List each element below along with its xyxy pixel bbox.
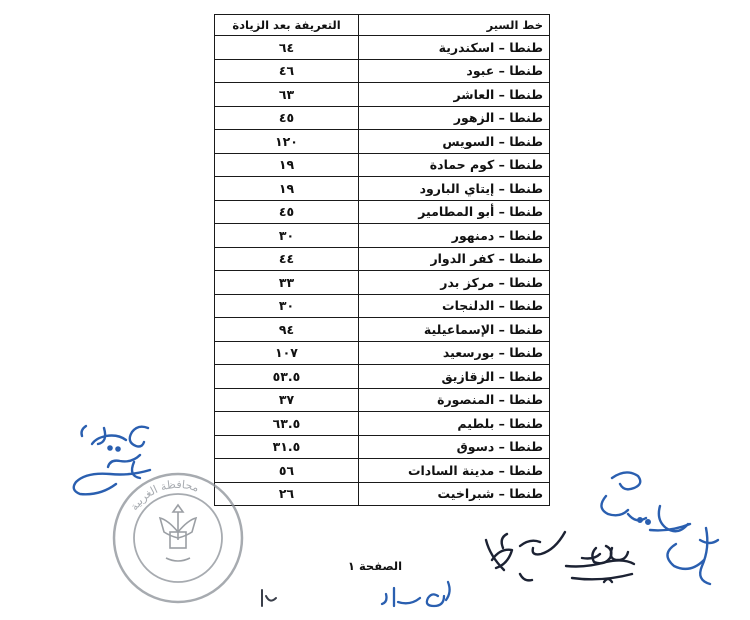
- eagle-emblem-icon: [160, 505, 196, 561]
- route-cell: طنطا – السويس: [359, 130, 550, 154]
- fare-cell: ٦٣: [215, 83, 359, 107]
- table-row: [215, 294, 550, 318]
- header-route: خط السير: [359, 15, 550, 36]
- header-fare: التعريفة بعد الزيادة: [215, 15, 359, 36]
- fare-cell: ٤٤: [215, 247, 359, 271]
- route-cell: طنطا – الزقازيق: [359, 365, 550, 389]
- fare-cell: ٤٦: [215, 59, 359, 83]
- table-row: [215, 36, 550, 60]
- center-right-signature: [486, 532, 634, 582]
- fare-cell: ١٢٠: [215, 130, 359, 154]
- route-cell: طنطا – بلطيم: [359, 412, 550, 436]
- right-signature: [601, 472, 718, 584]
- route-cell: طنطا – كفر الدوار: [359, 247, 550, 271]
- table-row: [215, 177, 550, 201]
- table-row: [215, 59, 550, 83]
- route-cell: طنطا – المنصورة: [359, 388, 550, 412]
- fare-cell: ٩٤: [215, 318, 359, 342]
- fare-cell: ١٩: [215, 153, 359, 177]
- fare-cell: ٣٠: [215, 294, 359, 318]
- fare-cell: ٢٦: [215, 482, 359, 506]
- fare-table: [214, 14, 550, 506]
- route-cell: طنطا – إيتاي البارود: [359, 177, 550, 201]
- table-row: [215, 412, 550, 436]
- route-cell: طنطا – الزهور: [359, 106, 550, 130]
- table-row: [215, 482, 550, 506]
- fare-cell: ٣١.٥: [215, 435, 359, 459]
- route-cell: طنطا – عبود: [359, 59, 550, 83]
- table-row: [215, 459, 550, 483]
- fare-cell: ٤٥: [215, 200, 359, 224]
- fare-table-body: [215, 36, 550, 506]
- center-signature: [382, 582, 450, 606]
- fare-cell: ٦٣.٥: [215, 412, 359, 436]
- route-cell: طنطا – العاشر: [359, 83, 550, 107]
- fare-cell: ٣٠: [215, 224, 359, 248]
- fare-cell: ١٠٧: [215, 341, 359, 365]
- table-row: [215, 200, 550, 224]
- left-signature: [74, 426, 150, 494]
- route-cell: طنطا – مركز بدر: [359, 271, 550, 295]
- route-cell: طنطا – كوم حمادة: [359, 153, 550, 177]
- fare-cell: ٥٣.٥: [215, 365, 359, 389]
- fare-cell: ٤٥: [215, 106, 359, 130]
- route-cell: طنطا – دسوق: [359, 435, 550, 459]
- fare-cell: ٦٤: [215, 36, 359, 60]
- route-cell: طنطا – اسكندرية: [359, 36, 550, 60]
- table-header-row: [215, 15, 550, 36]
- table-row: [215, 83, 550, 107]
- page-number: الصفحة ١: [347, 559, 403, 573]
- table-row: [215, 271, 550, 295]
- table-row: [215, 435, 550, 459]
- stamp-text: محافظة الغربية: [127, 477, 201, 513]
- small-scribble: [262, 590, 276, 606]
- fare-cell: ١٩: [215, 177, 359, 201]
- route-cell: طنطا – أبو المطامير: [359, 200, 550, 224]
- route-cell: طنطا – مدينة السادات: [359, 459, 550, 483]
- table-row: [215, 341, 550, 365]
- table-row: [215, 224, 550, 248]
- route-cell: طنطا – الإسماعيلية: [359, 318, 550, 342]
- fare-cell: ٣٧: [215, 388, 359, 412]
- fare-cell: ٣٣: [215, 271, 359, 295]
- table-row: [215, 106, 550, 130]
- route-cell: طنطا – الدلنجات: [359, 294, 550, 318]
- table-row: [215, 365, 550, 389]
- route-cell: طنطا – شبراخيت: [359, 482, 550, 506]
- route-cell: طنطا – بورسعيد: [359, 341, 550, 365]
- table-row: [215, 388, 550, 412]
- table-row: [215, 130, 550, 154]
- table-row: [215, 318, 550, 342]
- route-cell: طنطا – دمنهور: [359, 224, 550, 248]
- table-row: [215, 247, 550, 271]
- fare-cell: ٥٦: [215, 459, 359, 483]
- table-row: [215, 153, 550, 177]
